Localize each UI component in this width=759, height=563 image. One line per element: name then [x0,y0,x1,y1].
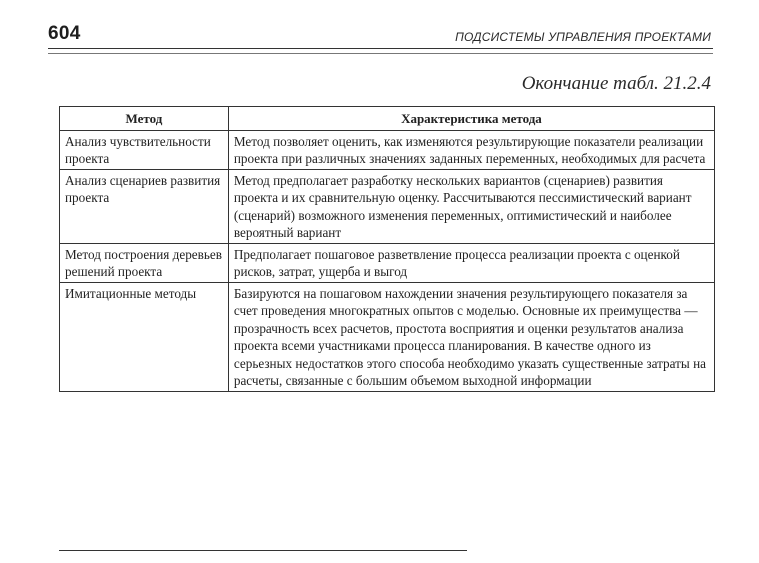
description-cell: Метод позволяет оценить, как изменяются результирующие показатели реализации проекта при различных значениях заданных переменных, необходимых для расчета [228,130,714,169]
header-rule [48,48,713,49]
table-caption: Окончание табл. 21.2.4 [521,73,711,94]
page-number: 604 [48,23,81,44]
methods-table [59,106,715,392]
footnote-rule [59,550,467,551]
method-cell: Анализ чувствительности проекта [60,130,229,169]
table-header-row [60,107,715,131]
header-rule-thin [48,53,713,54]
method-cell: Имитационные методы [60,282,229,391]
header-description: Характеристика метода [228,107,714,131]
description-cell: Предполагает пошаговое разветвление процесса реализации проекта с оценкой рисков, затрат, ущерба и выгод [228,243,714,282]
method-cell: Метод построения деревьев решений проекта [60,243,229,282]
table-row [60,130,715,169]
table-row [60,169,715,243]
table-row [60,243,715,282]
running-head: ПОДСИСТЕМЫ УПРАВЛЕНИЯ ПРОЕКТАМИ [455,30,711,44]
table-row [60,282,715,391]
method-cell: Анализ сценариев развития проекта [60,169,229,243]
description-cell: Метод предполагает разработку нескольких вариантов (сценариев) развития проекта и их сравнительную оценку. Рассчитываются пессимистический вариант (сценарий) возможного изменения переменных, оптимистический и наиболее вероятный вариант [228,169,714,243]
header-method: Метод [60,107,229,131]
description-cell: Базируются на пошаговом нахождении значения результирующего показателя за счет проведения многократных опытов с моделью. Основные их преимущества — прозрачность всех расчетов, простота восприятия и оценки результатов анализа проекта всеми участниками процесса планирования. В качестве одного из серьезных недостатков этого способа необходимо указать существенные затраты на расчеты, связанные с большим объемом выходной информации [228,282,714,391]
